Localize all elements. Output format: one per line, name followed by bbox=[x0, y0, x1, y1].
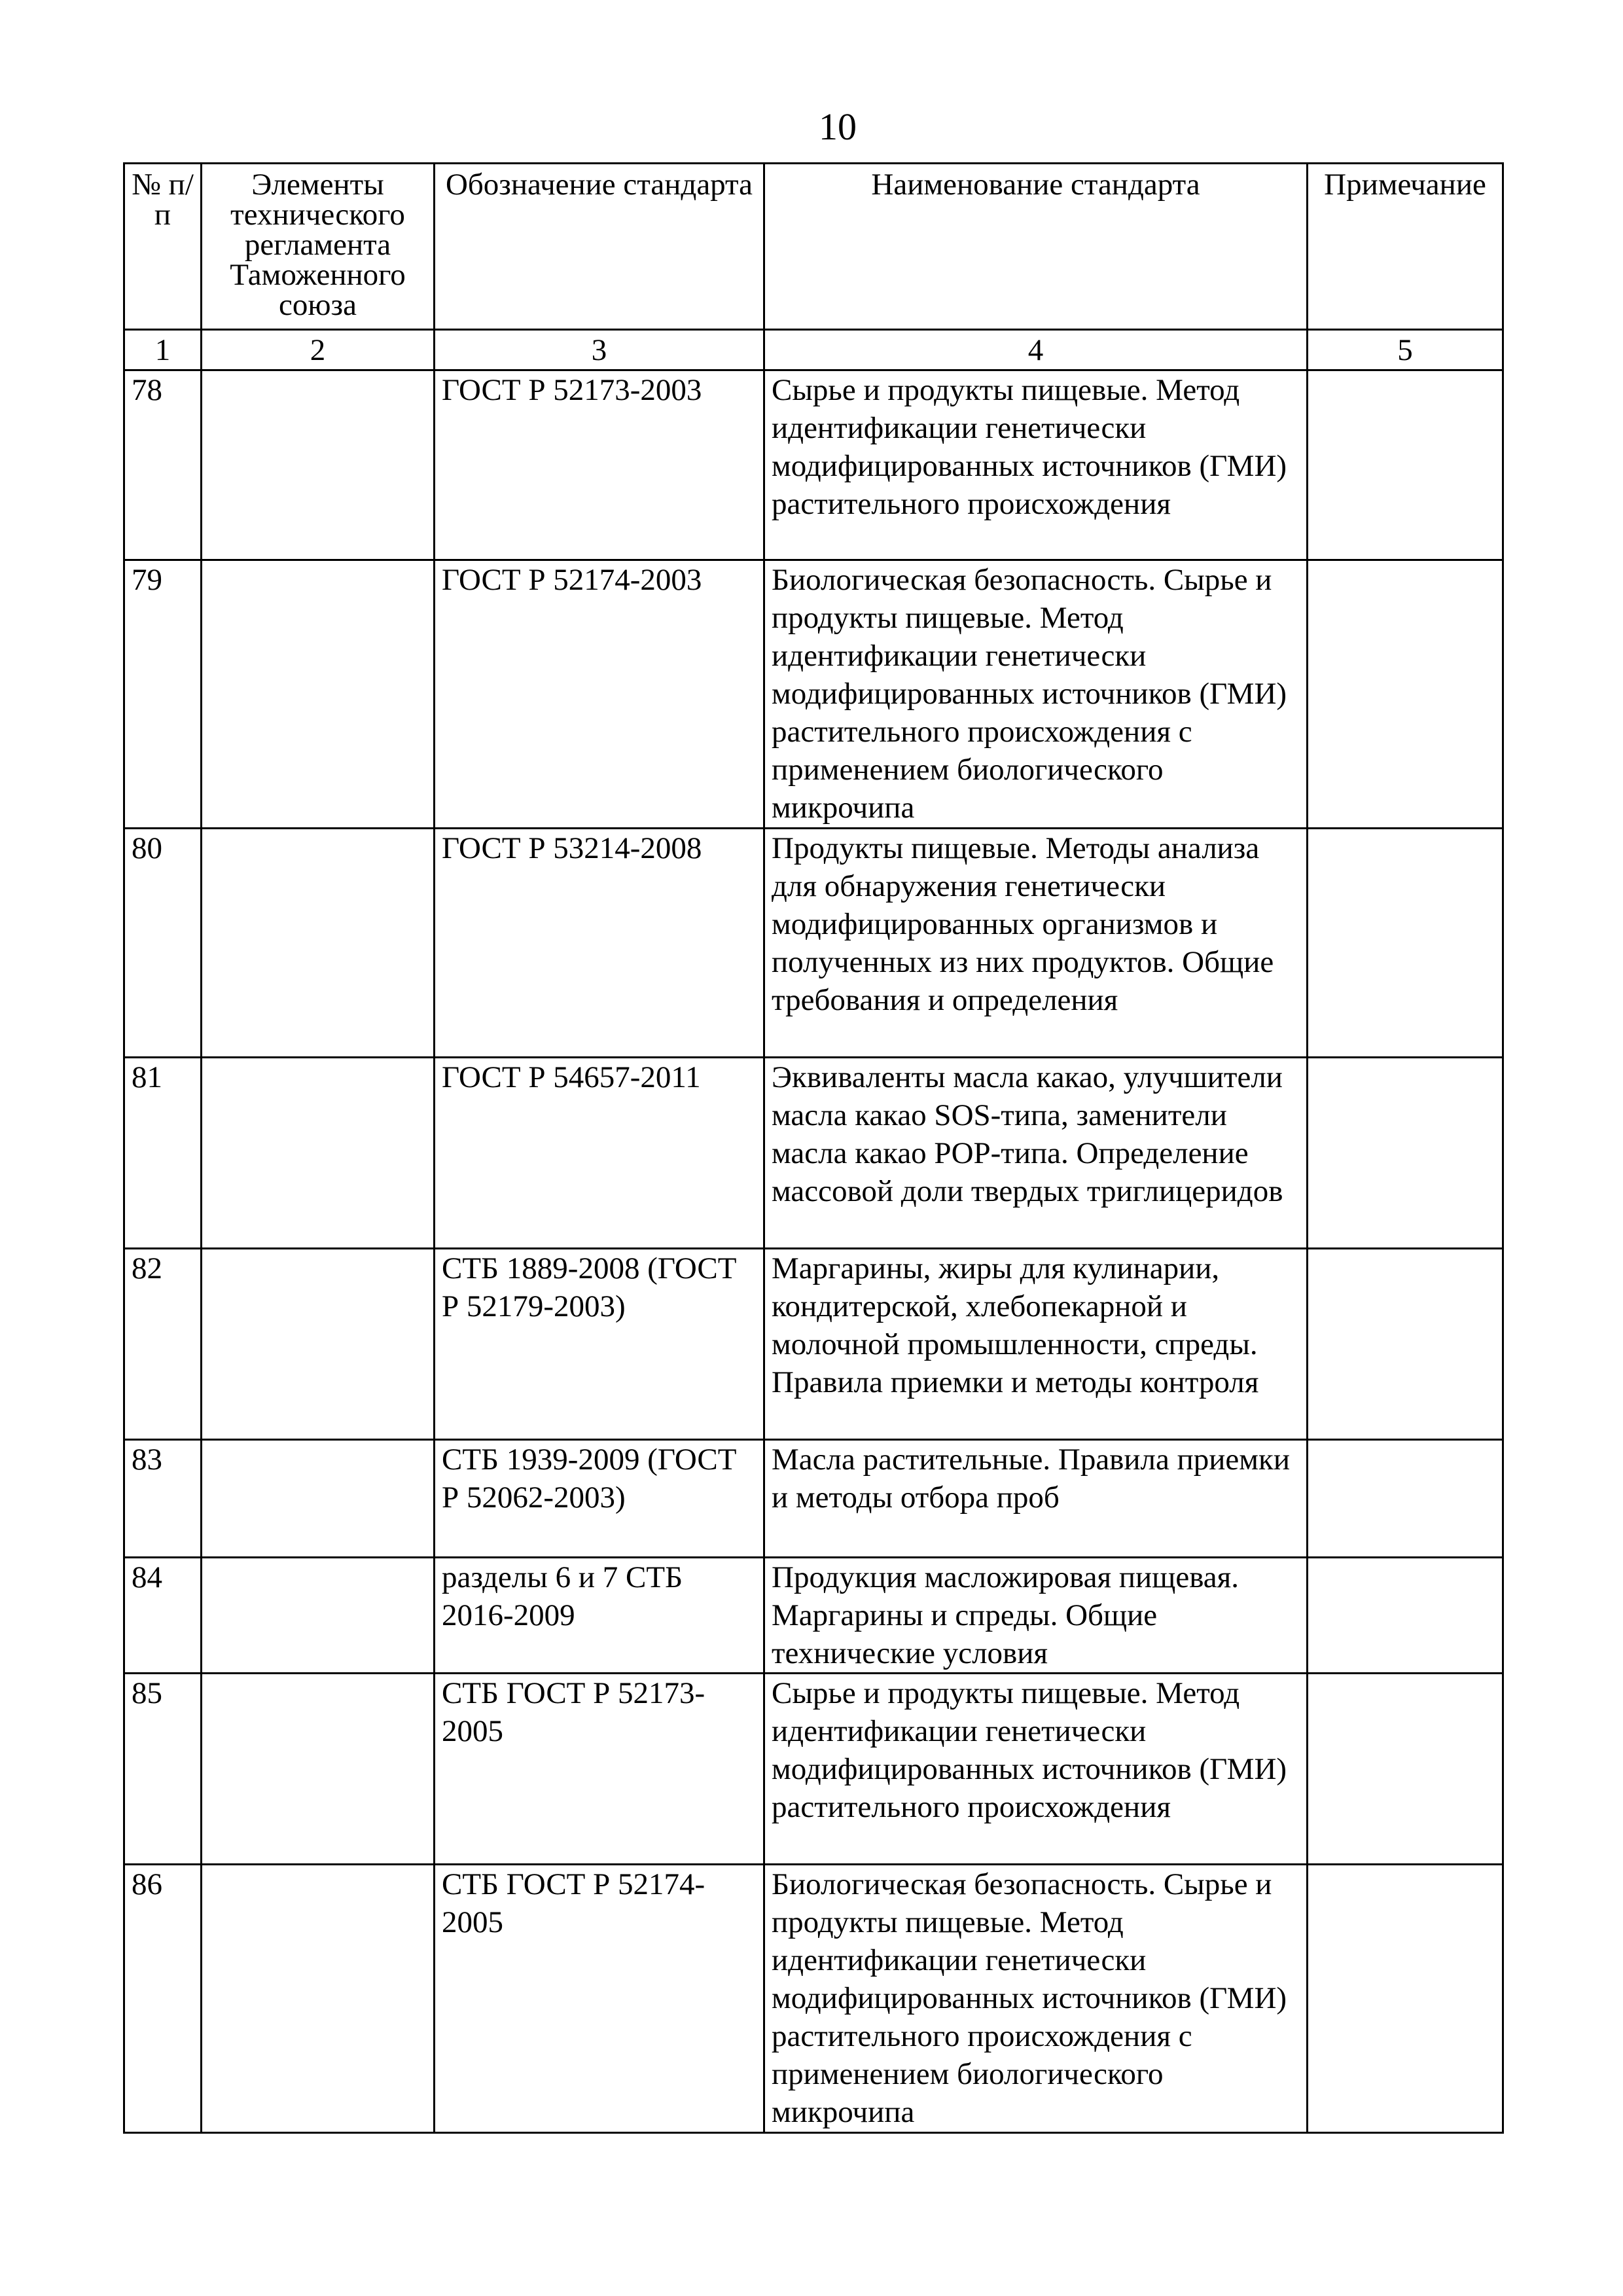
row-note bbox=[1308, 1674, 1503, 1865]
column-number: 1 bbox=[124, 330, 202, 370]
column-number: 2 bbox=[202, 330, 435, 370]
table-row bbox=[124, 560, 1503, 829]
row-number: 83 bbox=[124, 1440, 202, 1558]
table-row bbox=[124, 829, 1503, 1058]
row-element bbox=[202, 1440, 435, 1558]
row-designation: разделы 6 и 7 СТБ 2016-2009 bbox=[435, 1558, 764, 1674]
row-element bbox=[202, 829, 435, 1058]
row-designation: СТБ 1939-2009 (ГОСТ Р 52062-2003) bbox=[435, 1440, 764, 1558]
table-row bbox=[124, 1440, 1503, 1558]
row-element bbox=[202, 1674, 435, 1865]
row-note bbox=[1308, 1058, 1503, 1249]
row-element bbox=[202, 560, 435, 829]
page-number: 10 bbox=[819, 105, 857, 148]
table-row bbox=[124, 1558, 1503, 1674]
header-elements: Элементы технического регламента Таможенного союза bbox=[202, 164, 435, 330]
row-number: 82 bbox=[124, 1249, 202, 1440]
row-note bbox=[1308, 1440, 1503, 1558]
row-number: 84 bbox=[124, 1558, 202, 1674]
row-number: 81 bbox=[124, 1058, 202, 1249]
row-designation: СТБ ГОСТ Р 52174-2005 bbox=[435, 1865, 764, 2133]
row-note bbox=[1308, 560, 1503, 829]
row-element bbox=[202, 1249, 435, 1440]
row-note bbox=[1308, 370, 1503, 560]
row-element bbox=[202, 370, 435, 560]
header-designation: Обозначение стандарта bbox=[435, 164, 764, 330]
row-standard-name: Биологическая безопасность. Сырье и продукты пищевые. Метод идентификации генетически модифицированных источников (ГМИ) растительного происхождения с применением биологического микрочипа bbox=[764, 1865, 1308, 2133]
table-row bbox=[124, 1058, 1503, 1249]
table-header-row bbox=[124, 164, 1503, 330]
row-note bbox=[1308, 829, 1503, 1058]
standards-table bbox=[123, 162, 1504, 2134]
row-standard-name: Сырье и продукты пищевые. Метод идентификации генетически модифицированных источников (ГМИ) растительного происхождения bbox=[764, 1674, 1308, 1865]
row-designation: СТБ ГОСТ Р 52173-2005 bbox=[435, 1674, 764, 1865]
row-number: 79 bbox=[124, 560, 202, 829]
row-number: 86 bbox=[124, 1865, 202, 2133]
row-standard-name: Продукты пищевые. Методы анализа для обнаружения генетически модифицированных организмов и полученных из них продуктов. Общие требования и определения bbox=[764, 829, 1308, 1058]
row-designation: ГОСТ Р 53214-2008 bbox=[435, 829, 764, 1058]
column-number: 5 bbox=[1308, 330, 1503, 370]
table-row bbox=[124, 370, 1503, 560]
row-number: 80 bbox=[124, 829, 202, 1058]
row-element bbox=[202, 1058, 435, 1249]
column-number: 3 bbox=[435, 330, 764, 370]
row-note bbox=[1308, 1865, 1503, 2133]
row-standard-name: Маргарины, жиры для кулинарии, кондитерской, хлебопекарной и молочной промышленности, спреды. Правила приемки и методы контроля bbox=[764, 1249, 1308, 1440]
row-standard-name: Сырье и продукты пищевые. Метод идентификации генетически модифицированных источников (ГМИ) растительного происхождения bbox=[764, 370, 1308, 560]
row-note bbox=[1308, 1249, 1503, 1440]
row-standard-name: Масла растительные. Правила приемки и методы отбора проб bbox=[764, 1440, 1308, 1558]
row-standard-name: Биологическая безопасность. Сырье и продукты пищевые. Метод идентификации генетически модифицированных источников (ГМИ) растительного происхождения с применением биологического микрочипа bbox=[764, 560, 1308, 829]
row-standard-name: Эквиваленты масла какао, улучшители масла какао SOS-типа, заменители масла какао POP-типа. Определение массовой доли твердых триглицеридов bbox=[764, 1058, 1308, 1249]
row-designation: ГОСТ Р 52174-2003 bbox=[435, 560, 764, 829]
row-designation: ГОСТ Р 52173-2003 bbox=[435, 370, 764, 560]
row-standard-name: Продукция масложировая пищевая. Маргарины и спреды. Общие технические условия bbox=[764, 1558, 1308, 1674]
row-designation: ГОСТ Р 54657-2011 bbox=[435, 1058, 764, 1249]
column-number-row bbox=[124, 330, 1503, 370]
column-number: 4 bbox=[764, 330, 1308, 370]
header-name: Наименование стандарта bbox=[764, 164, 1308, 330]
row-element bbox=[202, 1865, 435, 2133]
table-row bbox=[124, 1674, 1503, 1865]
table-row bbox=[124, 1865, 1503, 2133]
row-element bbox=[202, 1558, 435, 1674]
row-number: 78 bbox=[124, 370, 202, 560]
header-note: Примечание bbox=[1308, 164, 1503, 330]
row-number: 85 bbox=[124, 1674, 202, 1865]
row-designation: СТБ 1889-2008 (ГОСТ Р 52179-2003) bbox=[435, 1249, 764, 1440]
header-number: № п/п bbox=[124, 164, 202, 330]
table-row bbox=[124, 1249, 1503, 1440]
row-note bbox=[1308, 1558, 1503, 1674]
